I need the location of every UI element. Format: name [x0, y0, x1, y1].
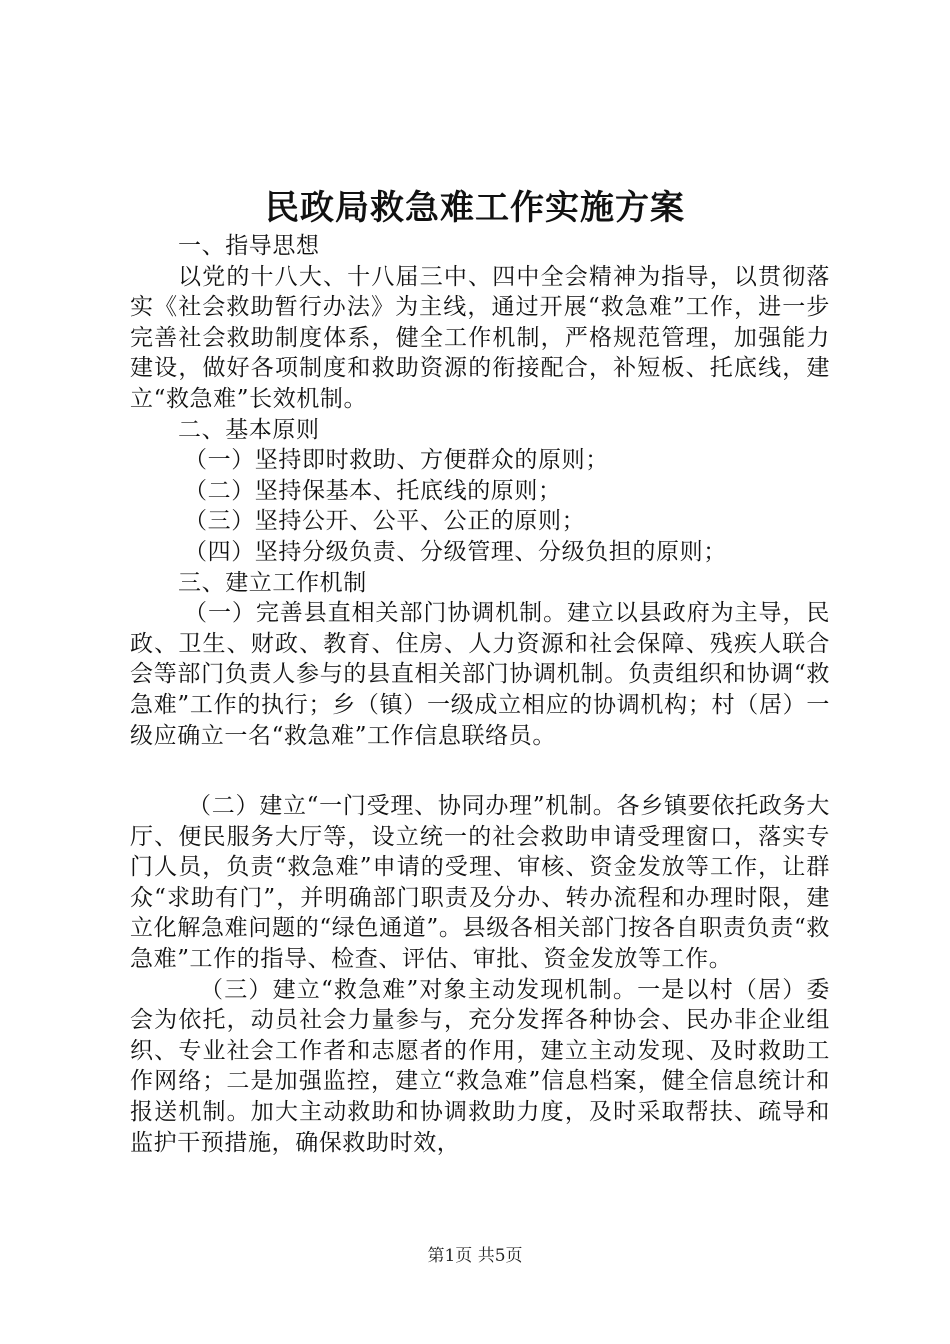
principle-item-1: （一）坚持即时救助、方便群众的原则； [184, 447, 609, 474]
principle-item-2: （二）坚持保基本、托底线的原则； [184, 477, 562, 504]
section-heading-basic-principles: 二、基本原则 [178, 416, 320, 443]
principle-item-3: （三）坚持公开、公平、公正的原则； [184, 508, 586, 535]
document-title: 民政局救急难工作实施方案 [265, 188, 685, 228]
page-footer: 第1页 共5页 [427, 1246, 523, 1266]
mechanism-item-1: （一）完善县直相关部门协调机制。建立以县政府为主导，民政、卫生、财政、教育、住房、人力资源和社会保障、残疾人联合会等部门负责人参与的县直相关部门协调机制。负责组织和协调“救急难”工作的执行；乡（镇）一级成立相应的协调机构；村（居）一级应确立一名“救急难”工作信息联络员。 [130, 600, 830, 749]
paragraph-gap [130, 751, 830, 791]
document-body [130, 231, 830, 1158]
mechanism-item-3: （三）建立“救急难”对象主动发现机制。一是以村（居）委会为依托，动员社会力量参与，充分发挥各种协会、民办非企业组织、专业社会工作者和志愿者的作用，建立主动发现、及时救助工作网络；二是加强监控，建立“救急难”信息档案，健全信息统计和报送机制。加大主动救助和协调救助力度，及时采取帮扶、疏导和监护干预措施，确保救助时效， [130, 976, 830, 1156]
section-heading-guiding-ideology: 一、指导思想 [178, 233, 320, 259]
paragraph-guiding-ideology: 以党的十八大、十八届三中、四中全会精神为指导，以贯彻落实《社会救助暂行办法》为主线，通过开展“救急难”工作，进一步完善社会救助制度体系，健全工作机制，严格规范管理，加强能力建设，做好各项制度和救助资源的衔接配合，补短板、托底线，建立“救急难”长效机制。 [130, 263, 830, 412]
principle-item-4: （四）坚持分级负责、分级管理、分级负担的原则； [184, 538, 727, 565]
mechanism-item-2: （二）建立“一门受理、协同办理”机制。各乡镇要依托政务大厅、便民服务大厅等，设立统一的社会救助申请受理窗口，落实专门人员，负责“救急难”申请的受理、审核、资金发放等工作，让群众“求助有门”，并明确部门职责及分办、转办流程和办理时限，建立化解急难问题的“绿色通道”。县级各相关部门按各自职责负责“救急难”工作的指导、检查、评估、审批、资金发放等工作。 [130, 793, 830, 973]
section-heading-work-mechanism: 三、建立工作机制 [178, 569, 367, 596]
